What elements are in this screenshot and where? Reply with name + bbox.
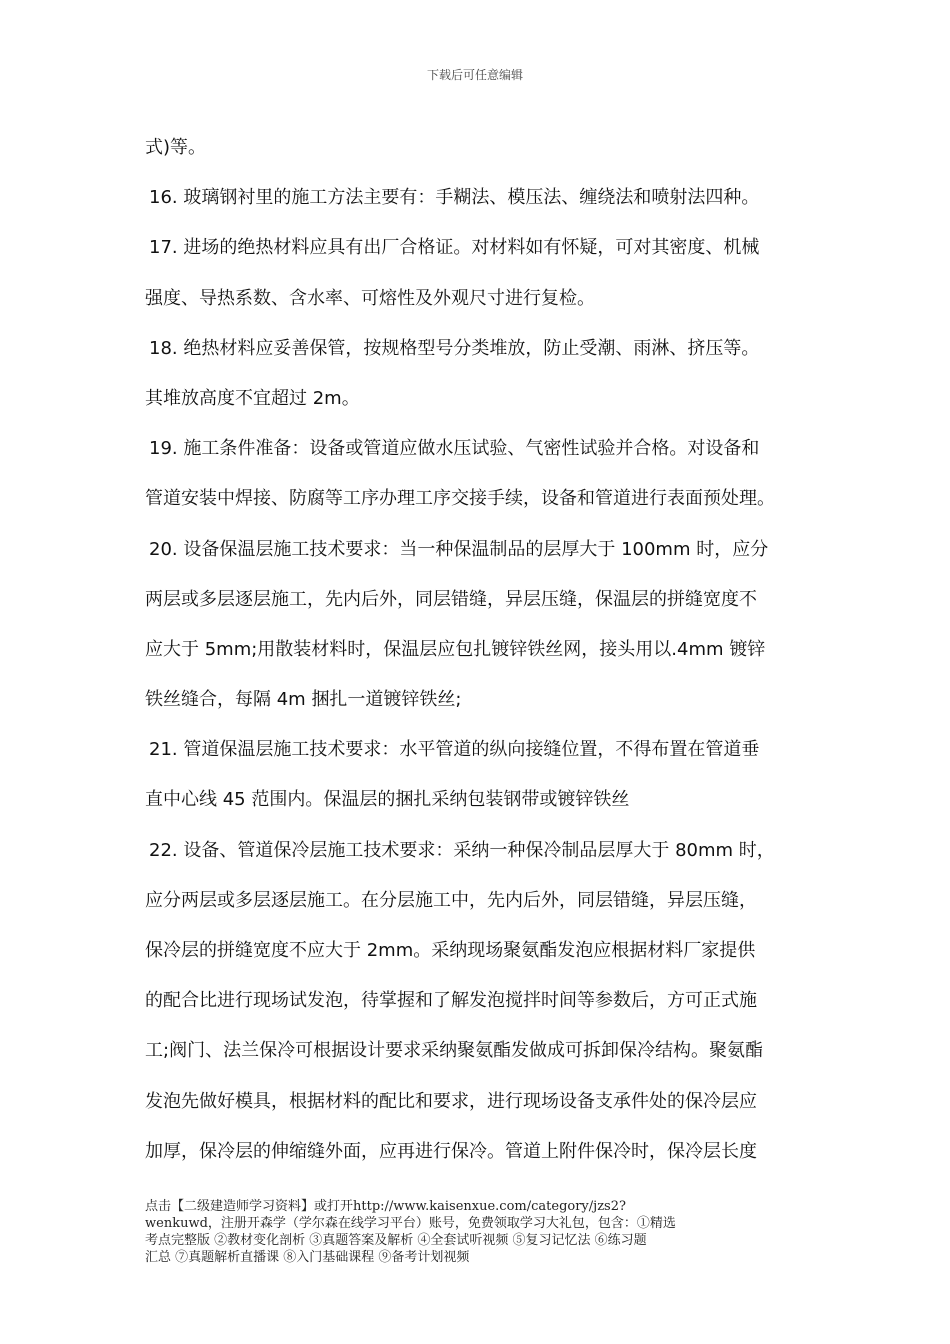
text-line: 管道安装中焊接、防腐等工序办理工序交接手续，设备和管道进行表面预处理。 — [145, 488, 775, 510]
footer-line[interactable]: 点击【二级建造师学习资料】或打开http://www.kaisenxue.com/category/jzs2? — [145, 1199, 626, 1214]
text-line: 工;阀门、法兰保冷可根据设计要求采纳聚氨酯发做成可拆卸保冷结构。聚氨酯 — [145, 1040, 764, 1062]
text-line: 17. 进场的绝热材料应具有出厂合格证。对材料如有怀疑，可对其密度、机械 — [149, 237, 760, 259]
text-line: 保冷层的拼缝宽度不应大于 2mm。采纳现场聚氨酯发泡应根据材料厂家提供 — [145, 940, 756, 961]
page-header: 下载后可任意编辑 — [426, 68, 523, 82]
text-line: 的配合比进行现场试发泡，待掌握和了解发泡搅拌时间等参数后，方可正式施 — [145, 990, 757, 1012]
text-line: 强度、导热系数、含水率、可熔性及外观尺寸进行复检。 — [145, 287, 595, 309]
text-line: 直中心线 45 范围内。保温层的捆扎采纳包装钢带或镀锌铁丝 — [145, 789, 630, 811]
text-line: 20. 设备保温层施工技术要求：当一种保温制品的层厚大于 100mm 时，应分 — [149, 538, 769, 560]
text-line: 22. 设备、管道保冷层施工技术要求：采纳一种保冷制品层厚大于 80mm 时， — [149, 839, 775, 861]
text-line: 16. 玻璃钢衬里的施工方法主要有：手糊法、模压法、缠绕法和喷射法四种。 — [149, 187, 760, 209]
document-body — [145, 130, 810, 1184]
text-line: 两层或多层逐层施工，先内后外，同层错缝，异层压缝，保温层的拼缝宽度不 — [145, 588, 757, 610]
promo-footer — [145, 1198, 810, 1266]
text-line: 发泡先做好模具，根据材料的配比和要求，进行现场设备支承件处的保冷层应 — [145, 1090, 757, 1112]
text-line: 铁丝缝合，每隔 4m 捆扎一道镀锌铁丝; — [145, 689, 462, 711]
text-line: 19. 施工条件准备：设备或管道应做水压试验、气密性试验并合格。对设备和 — [149, 438, 760, 460]
text-line: 应分两层或多层逐层施工。在分层施工中，先内后外，同层错缝，异层压缝， — [145, 889, 757, 911]
footer-line: 考点完整版 ②教材变化剖析 ③真题答案及解析 ④全套试听视频 ⑤复习记忆法 ⑥练习题 — [145, 1233, 647, 1248]
text-line: 21. 管道保温层施工技术要求：水平管道的纵向接缝位置，不得布置在管道垂 — [149, 739, 760, 761]
text-line: 应大于 5mm;用散装材料时，保温层应包扎镀锌铁丝网，接头用以.4mm 镀锌 — [145, 638, 766, 660]
text-line: 18. 绝热材料应妥善保管，按规格型号分类堆放，防止受潮、雨淋、挤压等。 — [149, 337, 760, 359]
text-line: 加厚，保冷层的伸缩缝外面，应再进行保冷。管道上附件保冷时，保冷层长度 — [145, 1140, 757, 1162]
text-line: 其堆放高度不宜超过 2m。 — [145, 387, 360, 409]
footer-line: 汇总 ⑦真题解析直播课 ⑧入门基础课程 ⑨备考计划视频 — [145, 1250, 470, 1265]
text-line: 式)等。 — [145, 137, 207, 158]
footer-line: wenkuwd，注册开森学（学尔森在线学习平台）账号，免费领取学习大礼包，包含：①精选 — [145, 1216, 676, 1231]
